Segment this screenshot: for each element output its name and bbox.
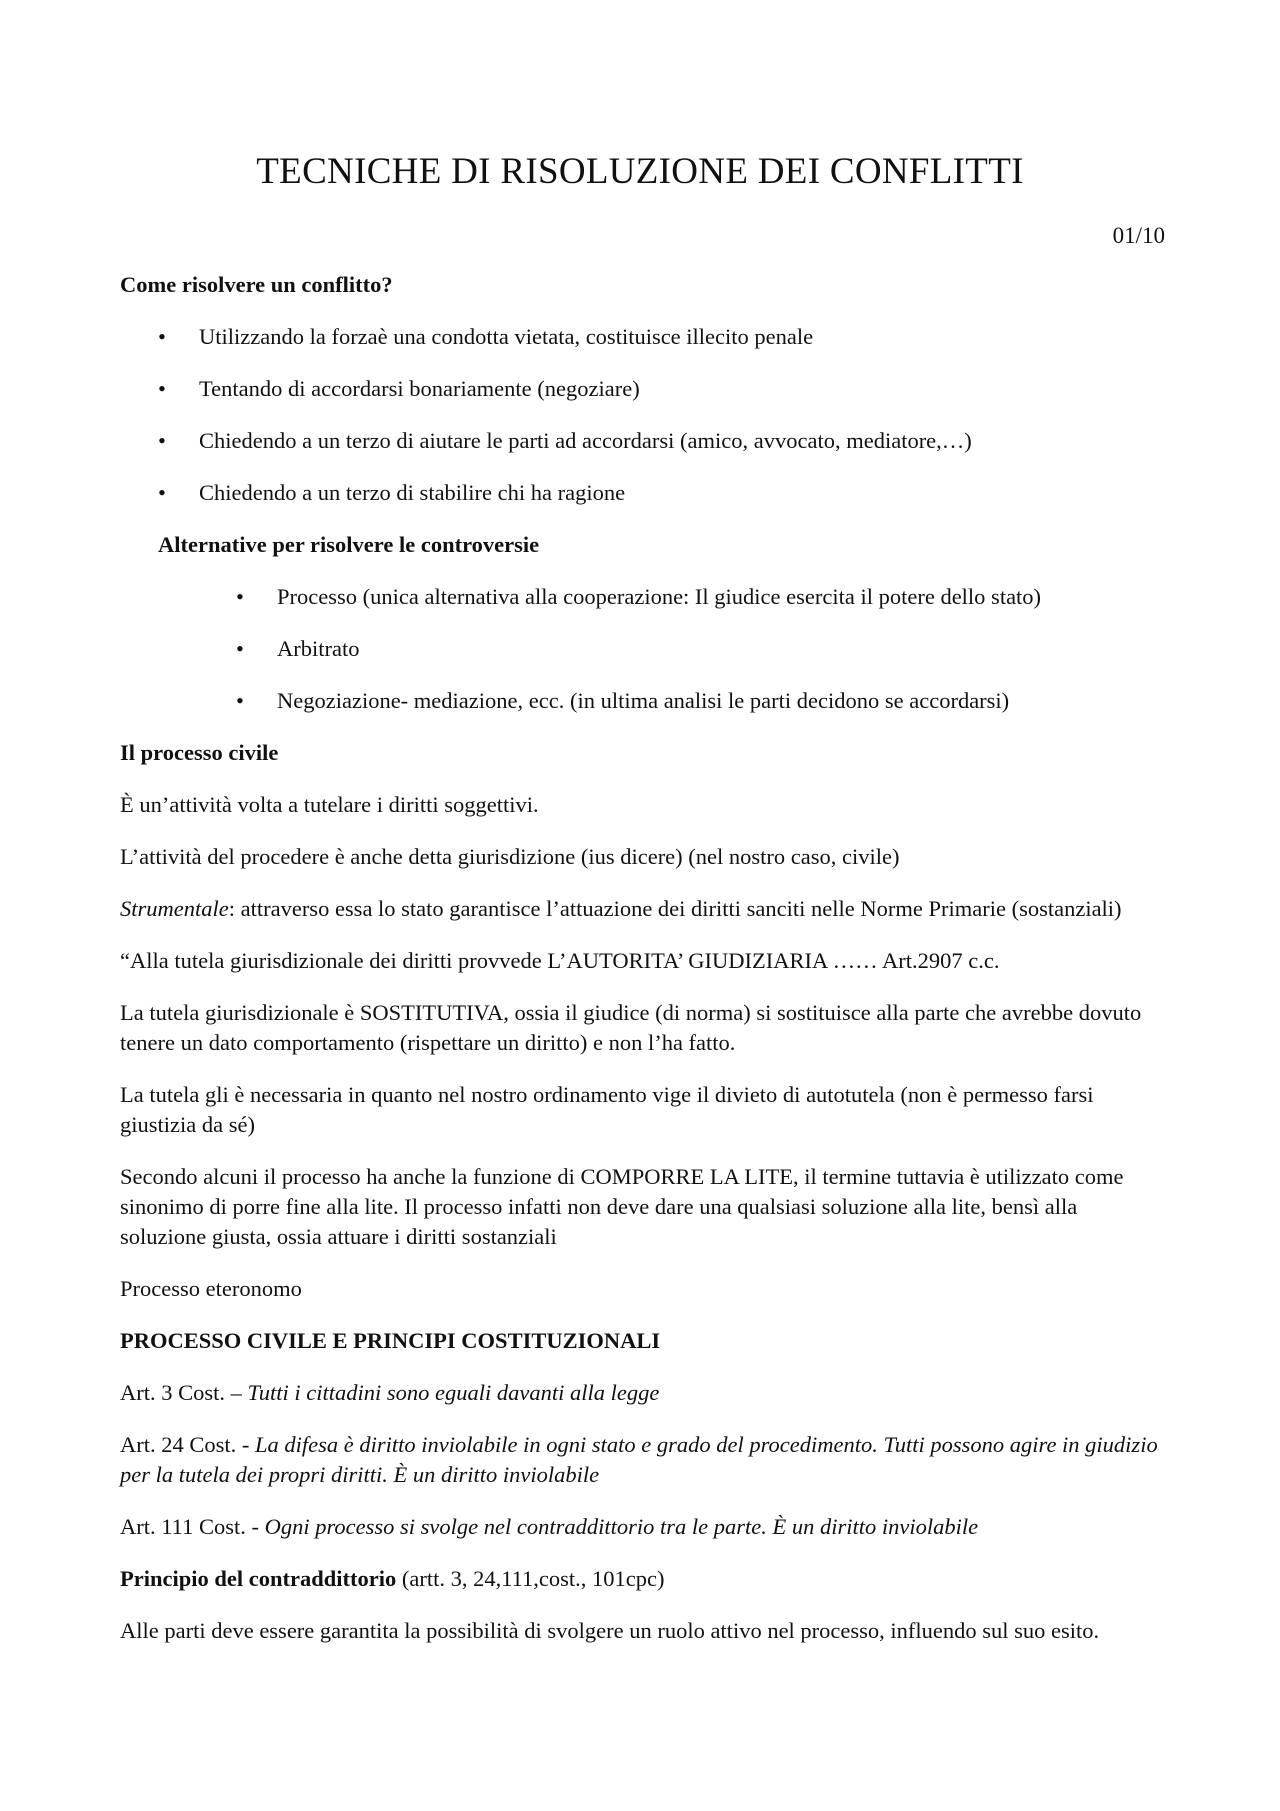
principle-paragraph: Principio del contraddittorio (artt. 3, 24,111,cost., 101cpc) [120, 1566, 665, 1591]
list-item: • Arbitrato [120, 634, 1160, 664]
bullet: • [236, 636, 244, 661]
list-item: • Utilizzando la forzaè una condotta vietata, costituisce illecito penale [120, 322, 1160, 352]
list-item: • Tentando di accordarsi bonariamente (negoziare) [120, 374, 1160, 404]
bullet: • [158, 376, 166, 401]
paragraph: Secondo alcuni il processo ha anche la funzione di COMPORRE LA LITE, il termine tuttavia è utilizzato come sinonimo di porre fine alla lite. Il processo infatti non deve dare una qualsiasi soluzione alla lite, bensì alla soluzione giusta, ossia attuare i diritti sostanziali [120, 1164, 1124, 1249]
article-3: Art. 3 Cost. – Tutti i cittadini sono eguali davanti alla legge [120, 1380, 660, 1405]
list-item: • Negoziazione- mediazione, ecc. (in ultima analisi le parti decidono se accordarsi) [120, 686, 1160, 716]
paragraph: L’attività del procedere è anche detta giurisdizione (ius dicere) (nel nostro caso, civile) [120, 844, 900, 869]
bullet: • [158, 324, 166, 349]
paragraph: “Alla tutela giurisdizionale dei diritti provvede L’AUTORITA’ GIUDIZIARIA …… Art.2907 c.c. [120, 948, 1000, 973]
article-111: Art. 111 Cost. - Ogni processo si svolge nel contraddittorio tra le parte. È un diritto inviolabile [120, 1514, 979, 1539]
paragraph: Alle parti deve essere garantita la possibilità di svolgere un ruolo attivo nel processo, influendo sul suo esito. [120, 1618, 1100, 1643]
section-heading-constitutional: PROCESSO CIVILE E PRINCIPI COSTITUZIONALI [120, 1328, 661, 1353]
alternatives-list [120, 582, 1160, 716]
list-item: • Chiedendo a un terzo di aiutare le parti ad accordarsi (amico, avvocato, mediatore,…) [120, 426, 1160, 456]
document-title: TECNICHE DI RISOLUZIONE DEI CONFLITTI [256, 151, 1024, 192]
document-body [120, 270, 1160, 1668]
article-24: Art. 24 Cost. - La difesa è diritto inviolabile in ogni stato e grado del procedimento. Tutti possono agire in giudizio per la tutela dei propri diritti. È un diritto inviolabile [120, 1432, 1158, 1487]
paragraph: È un’attività volta a tutelare i diritti soggettivi. [120, 792, 539, 817]
bullet: • [236, 688, 244, 713]
paragraph: La tutela giurisdizionale è SOSTITUTIVA, ossia il giudice (di norma) si sostituisce alla parte che avrebbe dovuto tenere un dato comportamento (rispettare un diritto) e non l’ha fatto. [120, 1000, 1142, 1055]
section-heading-alternatives: Alternative per risolvere le controversie [158, 532, 540, 557]
bullet: • [158, 480, 166, 505]
document-date: 01/10 [1112, 223, 1165, 248]
section-heading-civil-process: Il processo civile [120, 740, 279, 765]
conflict-methods-list [120, 322, 1160, 508]
paragraph: Strumentale: attraverso essa lo stato garantisce l’attuazione dei diritti sanciti nelle Norme Primarie (sostanziali) [120, 896, 1122, 921]
list-item: • Processo (unica alternativa alla cooperazione: Il giudice esercita il potere dello stato) [120, 582, 1160, 612]
paragraph: La tutela gli è necessaria in quanto nel nostro ordinamento vige il divieto di autotutela (non è permesso farsi giustizia da sé) [120, 1082, 1094, 1137]
section-heading-conflict: Come risolvere un conflitto? [120, 272, 393, 297]
italic-term: Strumentale [120, 896, 229, 921]
paragraph: Processo eteronomo [120, 1276, 302, 1301]
bullet: • [158, 428, 166, 453]
list-item: • Chiedendo a un terzo di stabilire chi ha ragione [120, 478, 1160, 508]
bullet: • [236, 584, 244, 609]
